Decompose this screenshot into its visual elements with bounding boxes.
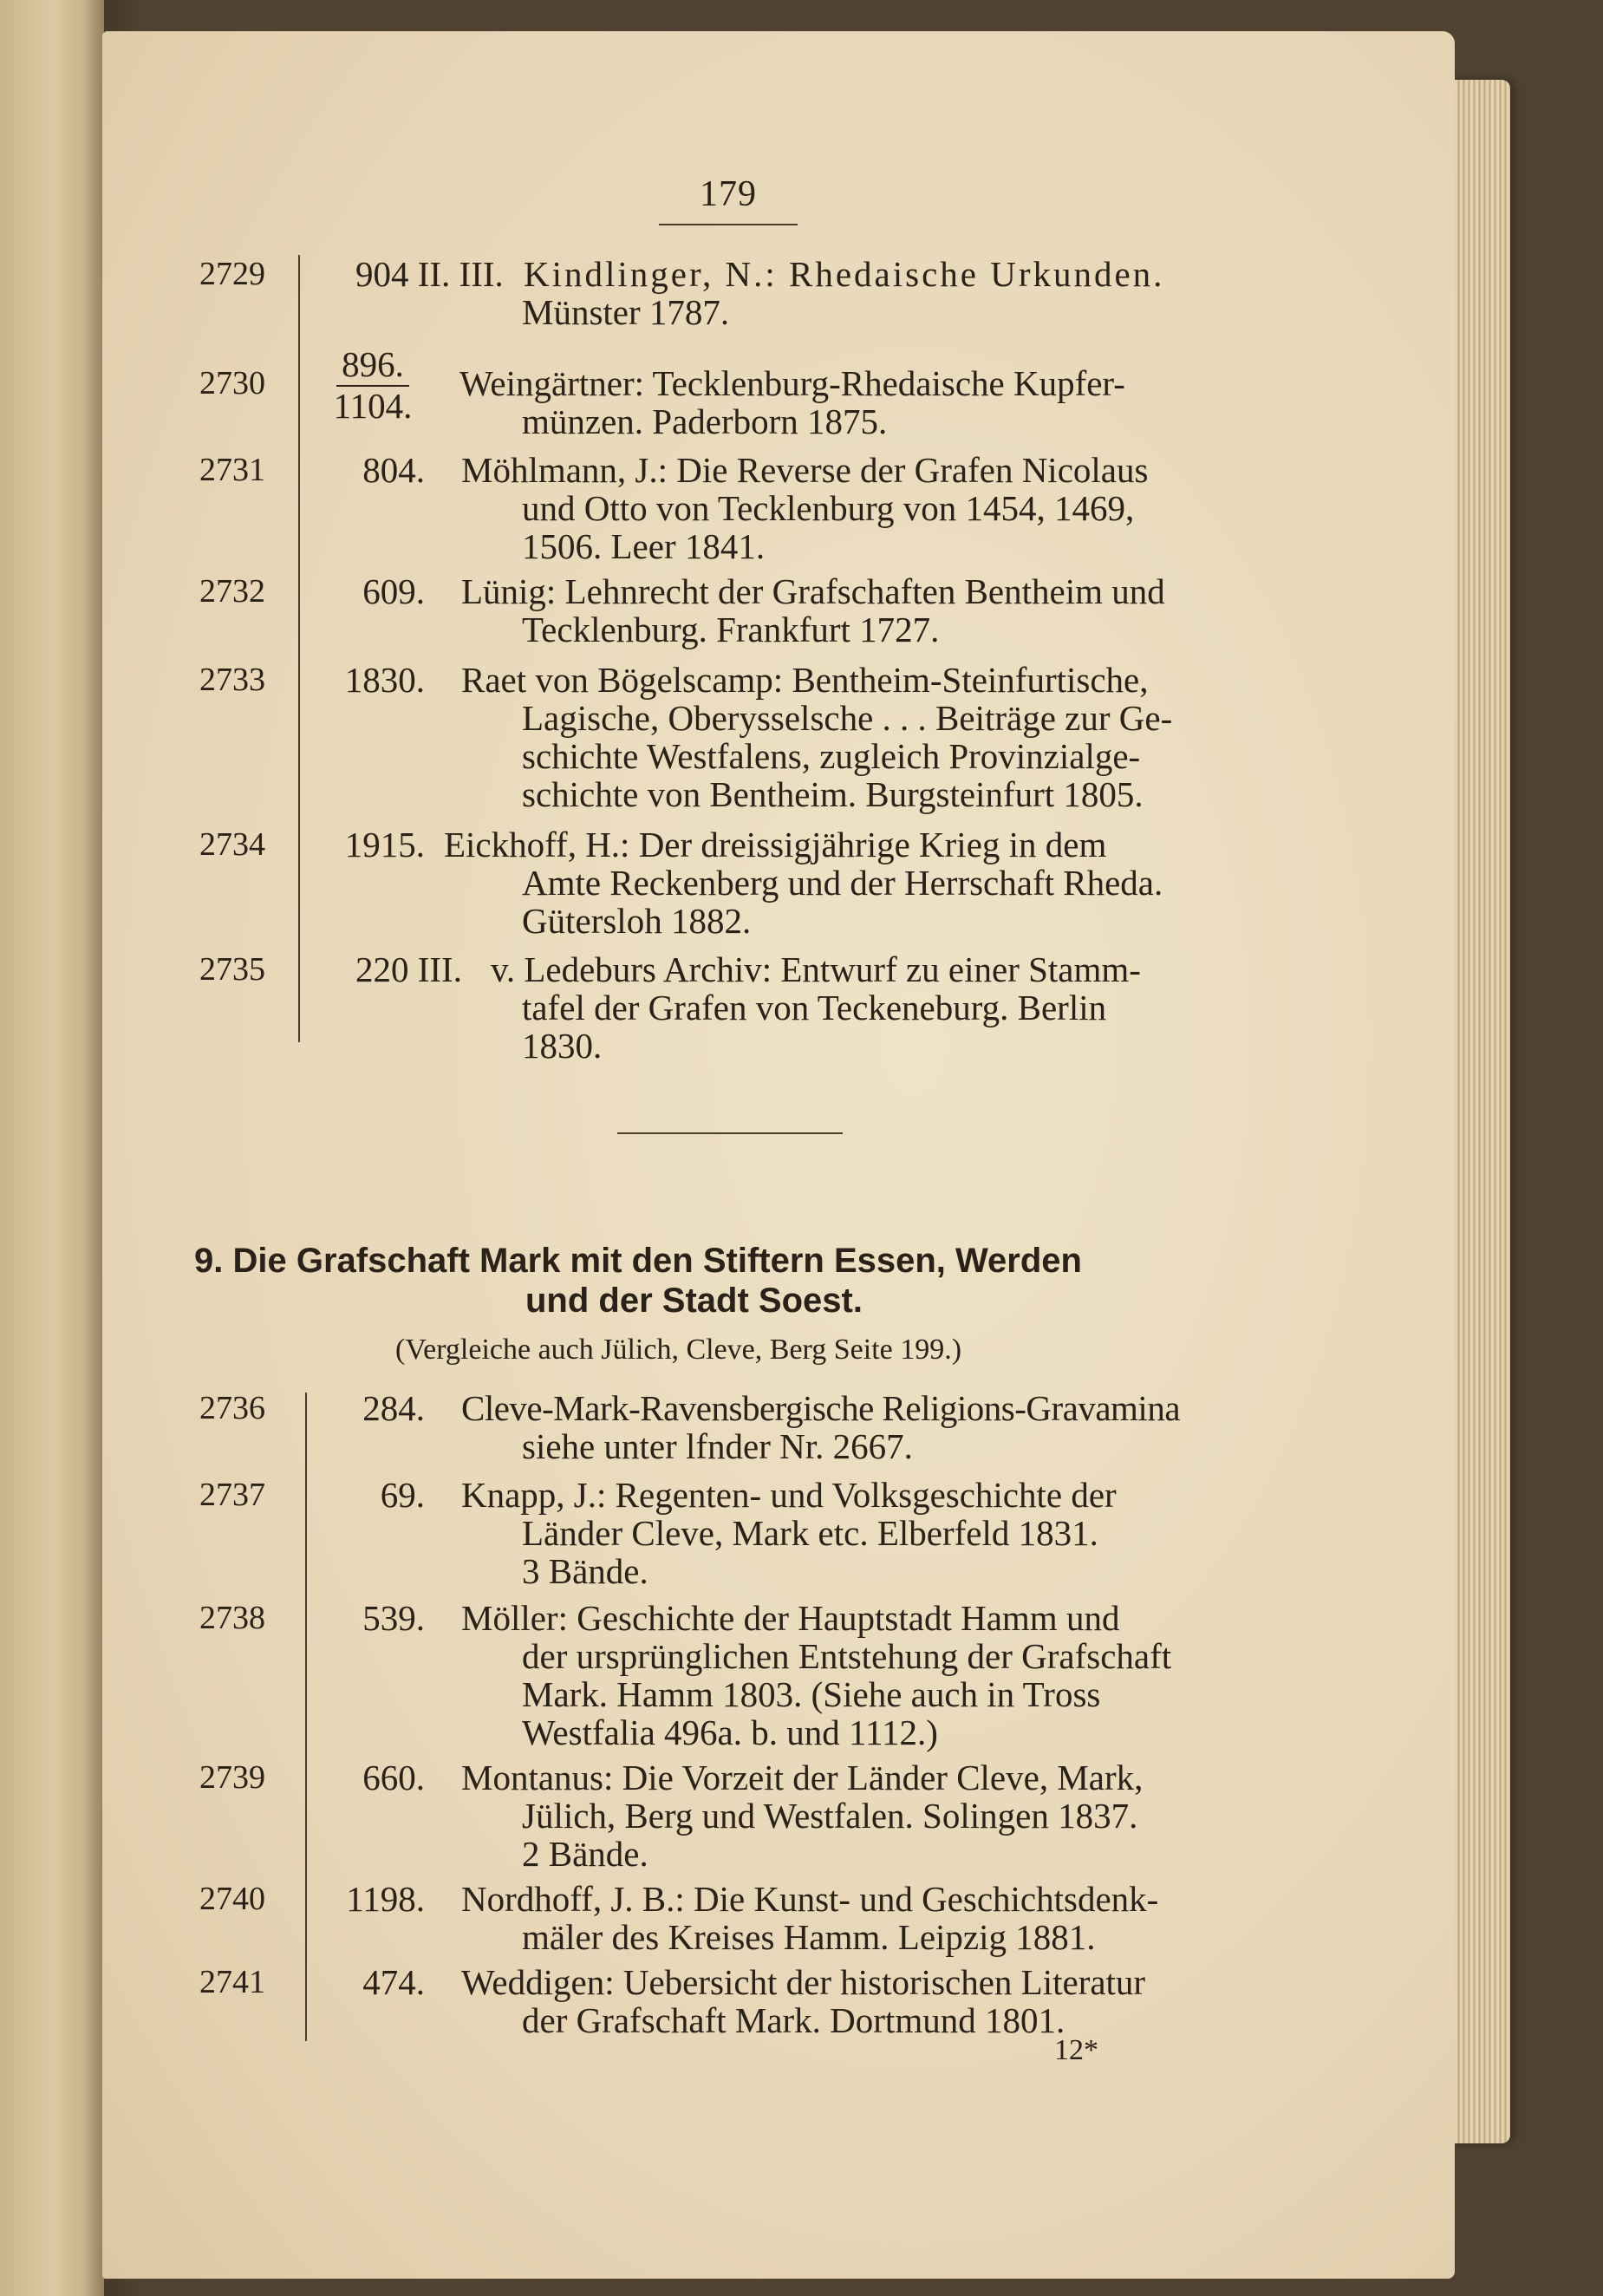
entry-line: Eickhoff, H.: Der dreissigjährige Krieg in dem [444,825,1107,864]
section-divider-rule [617,1132,843,1134]
entry-line: Weingärtner: Tecklenburg-Rhedaische Kupfer- [459,363,1125,403]
entry-line: schichte Westfalens, zugleich Provinzialge- [522,736,1141,776]
entry-catalog-number: 284. [362,1388,425,1428]
entry-line: Montanus: Die Vorzeit der Länder Cleve, Mark, [461,1758,1144,1797]
entry-catalog-number-top: 896. [342,344,404,384]
entry-line: Mark. Hamm 1803. (Siehe auch in Tross [522,1674,1101,1714]
entry-catalog-number: 69. [380,1475,425,1515]
entry-number: 2736 [199,1390,265,1426]
entry-line: mäler des Kreises Hamm. Leipzig 1881. [522,1917,1096,1957]
column-rule-top [298,255,300,1042]
entry-catalog-number: 1830. [344,660,425,700]
page-fore-edge [1450,80,1510,2143]
entry-line: der Grafschaft Mark. Dortmund 1801. [522,2000,1065,2040]
entry-catalog-number: 474. [362,1962,425,2002]
entry-line: v. Ledeburs Archiv: Entwurf zu einer Stamm- [491,949,1141,989]
entry-line: und Otto von Tecklenburg von 1454, 1469, [522,488,1135,528]
entry-line: 3 Bände. [522,1551,648,1591]
entry-line: Jülich, Berg und Westfalen. Solingen 1837. [522,1796,1138,1836]
entry-line: Nordhoff, J. B.: Die Kunst- und Geschichtsdenk- [461,1879,1159,1919]
entry-line: schichte von Bentheim. Burgsteinfurt 1805. [522,774,1144,814]
entry-line: Cleve-Mark-Ravensbergische Religions-Gravamina [461,1388,1181,1428]
entry-catalog-number: 804. [362,450,425,490]
entry-catalog-number: 904 II. III. [355,254,504,294]
entry-number: 2741 [199,1964,265,2000]
entry-line: 1506. Leer 1841. [522,526,766,566]
entry-line: Tecklenburg. Frankfurt 1727. [522,610,940,649]
section-heading-line1: 9. Die Grafschaft Mark mit den Stiftern Essen, Werden [194,1242,1082,1280]
entry-catalog-number: 220 III. [355,949,462,989]
entry-catalog-number: 609. [362,571,425,611]
entry-number: 2734 [199,826,265,863]
entry-line: Kindlinger, N.: Rhedaische Urkunden. [524,254,1165,294]
header-rule [659,224,798,225]
entry-line: Länder Cleve, Mark etc. Elberfeld 1831. [522,1513,1098,1553]
section-note: (Vergleiche auch Jülich, Cleve, Berg Seite 199.) [395,1334,962,1366]
entry-line: siehe unter lfnder Nr. 2667. [522,1426,913,1466]
entry-number: 2732 [199,573,265,610]
entry-line: münzen. Paderborn 1875. [522,401,888,441]
entry-line: Raet von Bögelscamp: Bentheim-Steinfurtische, [461,660,1149,700]
entry-number: 2731 [199,452,265,488]
entry-catalog-number-bottom: 1104. [333,386,413,426]
entry-line: Münster 1787. [522,292,730,332]
entry-number: 2739 [199,1759,265,1796]
entry-line: tafel der Grafen von Teckeneburg. Berlin [522,988,1107,1027]
entry-line: Knapp, J.: Regenten- und Volksgeschichte der [461,1475,1117,1515]
entry-number: 2733 [199,662,265,698]
entry-number: 2735 [199,951,265,988]
entry-catalog-number: 539. [362,1598,425,1638]
entry-line: Westfalia 496a. b. und 1112.) [522,1712,938,1752]
entry-number: 2738 [199,1600,265,1636]
entry-catalog-number: 1915. [344,825,425,864]
entry-line: Möhlmann, J.: Die Reverse der Grafen Nicolaus [461,450,1149,490]
entry-line: der ursprünglichen Entstehung der Grafschaft [522,1636,1172,1676]
page-number: 179 [700,174,757,214]
entry-catalog-number: 660. [362,1758,425,1797]
entry-line: Möller: Geschichte der Hauptstadt Hamm und [461,1598,1120,1638]
entry-line: 2 Bände. [522,1834,648,1874]
entry-number: 2737 [199,1477,265,1513]
entry-line: Amte Reckenberg und der Herrschaft Rheda. [522,863,1163,903]
section-heading-line2: und der Stadt Soest. [525,1282,863,1320]
entry-catalog-number: 1198. [346,1879,425,1919]
entry-number: 2740 [199,1881,265,1917]
entry-number: 2729 [199,256,265,292]
entry-line: 1830. [522,1026,603,1066]
entry-number: 2730 [199,365,265,401]
signature-mark: 12* [1054,2034,1098,2066]
entry-line: Lagische, Oberysselsche . . . Beiträge zur Ge- [522,698,1173,738]
entry-line: Lünig: Lehnrecht der Grafschaften Bentheim und [461,571,1165,611]
entry-line: Weddigen: Uebersicht der historischen Literatur [461,1962,1146,2002]
entry-line: Gütersloh 1882. [522,901,752,941]
